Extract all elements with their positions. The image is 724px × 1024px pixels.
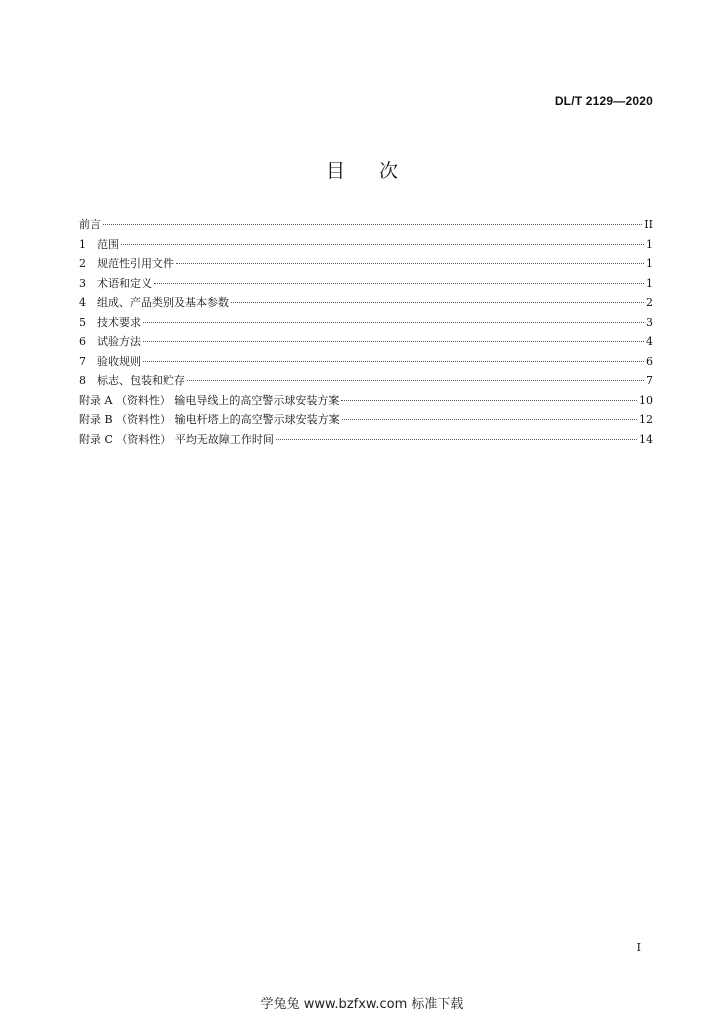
toc-leader-dots (187, 379, 644, 381)
toc-entry-label: 标志、包装和贮存 (97, 374, 185, 387)
toc-entry-appendix-c[interactable] (79, 430, 653, 450)
toc-entry-number: 5 (79, 315, 86, 329)
toc-entry-number: 7 (79, 354, 86, 368)
toc-entry-appendix-a[interactable] (79, 391, 653, 411)
toc-entry-page: 1 (646, 257, 653, 270)
toc-leader-dots (143, 360, 644, 362)
toc-entry-label: 附录 B （资料性） 输电杆塔上的高空警示球安装方案 (79, 413, 340, 426)
toc-entry-page: II (644, 218, 653, 231)
toc-entry-label: 组成、产品类别及基本参数 (97, 296, 229, 309)
toc-entry-page: 7 (646, 374, 653, 387)
toc-entry-7[interactable] (79, 352, 653, 372)
toc-entry-label: 范围 (97, 237, 119, 251)
toc-entry-page: 10 (639, 393, 653, 407)
toc-entry-label: 规范性引用文件 (97, 257, 174, 270)
toc-entry-foreword[interactable] (79, 215, 653, 235)
toc-leader-dots (121, 243, 644, 245)
toc-entry-page: 14 (639, 432, 653, 446)
toc-leader-dots (176, 262, 644, 264)
toc-entry-label: 术语和定义 (97, 276, 152, 290)
toc-leader-dots (143, 321, 644, 323)
toc-leader-dots (342, 418, 637, 420)
toc-entry-8[interactable] (79, 371, 653, 391)
toc-entry-label: 试验方法 (97, 335, 141, 348)
toc-entry-5[interactable] (79, 313, 653, 333)
toc-leader-dots (276, 438, 637, 440)
toc-entry-page: 3 (646, 315, 653, 329)
toc-entry-1[interactable] (79, 235, 653, 255)
toc-entry-label: 附录 C （资料性） 平均无故障工作时间 (79, 432, 274, 446)
toc-leader-dots (341, 399, 637, 401)
toc-entry-2[interactable] (79, 254, 653, 274)
toc-entry-page: 12 (639, 413, 653, 426)
toc-leader-dots (143, 340, 644, 342)
toc-entry-appendix-b[interactable] (79, 410, 653, 430)
watermark-text: 学兔兔 www.bzfxw.com 标准下载 (260, 997, 464, 1012)
toc-leader-dots (103, 223, 642, 225)
toc-entry-page: 6 (646, 354, 653, 368)
toc-entry-6[interactable] (79, 332, 653, 352)
toc-entry-number: 3 (79, 276, 86, 290)
toc-entry-3[interactable] (79, 274, 653, 294)
toc-entry-number: 2 (79, 257, 86, 270)
toc-entry-page: 1 (646, 276, 653, 290)
toc-entry-label: 验收规则 (97, 354, 141, 368)
toc-entry-number: 1 (79, 237, 86, 251)
standard-number: DL/T 2129—2020 (554, 94, 653, 108)
toc-entry-number: 8 (79, 374, 86, 387)
toc-entry-page: 4 (646, 335, 653, 348)
toc-entry-page: 1 (646, 237, 653, 251)
toc-entry-label: 前言 (79, 218, 101, 231)
toc-entry-4[interactable] (79, 293, 653, 313)
toc-entry-number: 6 (79, 335, 86, 348)
toc-entry-label: 附录 A （资料性） 输电导线上的高空警示球安装方案 (79, 393, 340, 407)
toc-title: 目次 (325, 160, 432, 182)
toc-leader-dots (231, 301, 644, 303)
toc-entry-label: 技术要求 (97, 315, 141, 329)
toc-leader-dots (154, 282, 644, 284)
toc-entry-page: 2 (646, 296, 653, 309)
table-of-contents (79, 215, 653, 449)
page-number: I (636, 941, 641, 954)
toc-entry-number: 4 (79, 296, 86, 309)
